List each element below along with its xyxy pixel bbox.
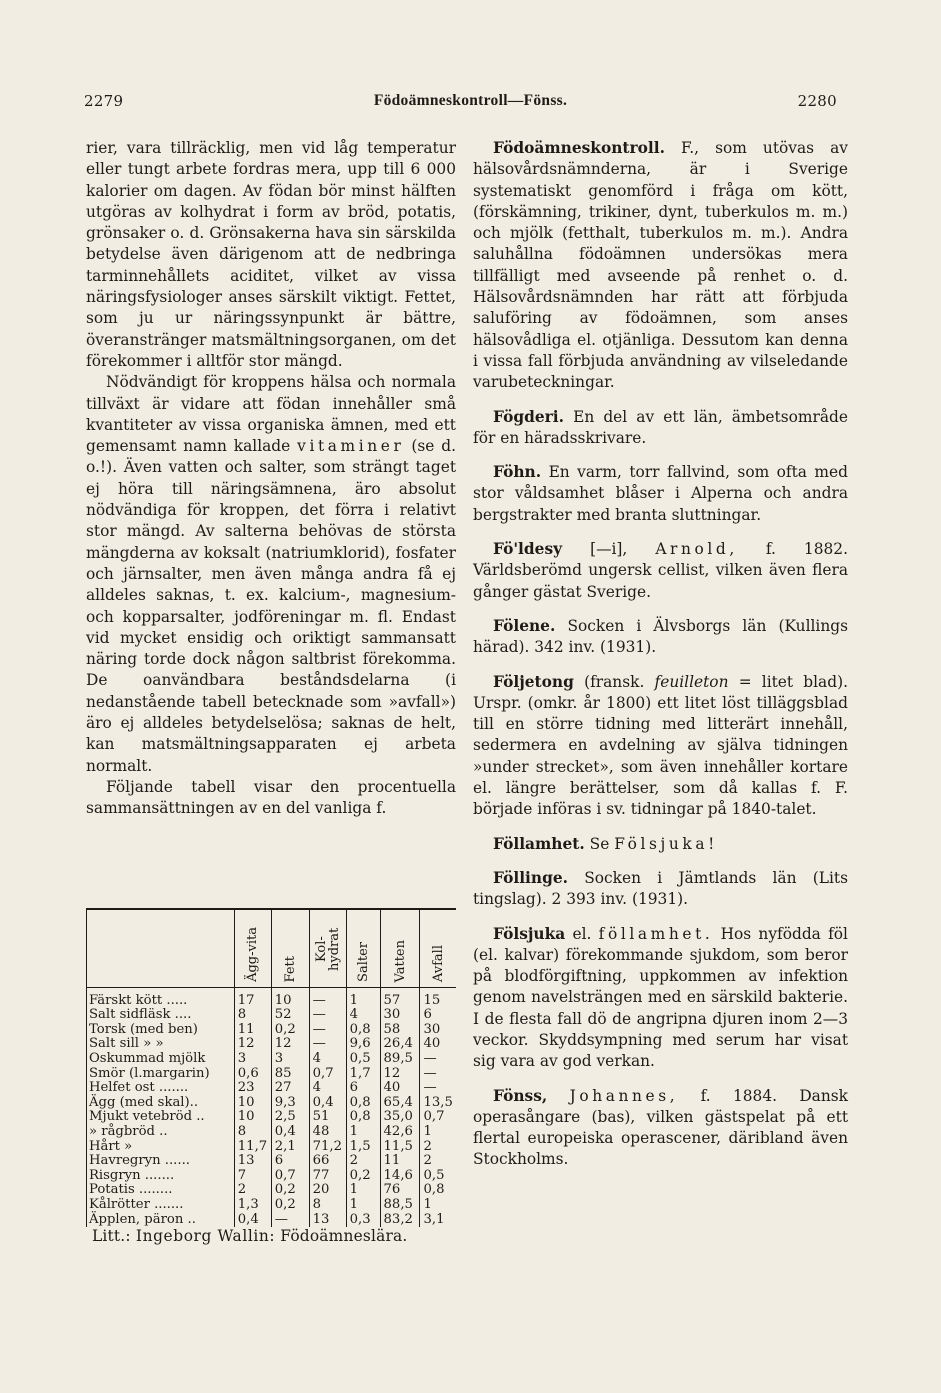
- table-cell: 8: [234, 1125, 271, 1140]
- entry-italic: feuilleton: [654, 672, 729, 691]
- table-cell: 51: [309, 1110, 346, 1125]
- paragraph-vitamins: [86, 372, 456, 777]
- table-cell: 23: [234, 1081, 271, 1096]
- table-row: [87, 1213, 457, 1228]
- table-header-row: [87, 910, 457, 987]
- page-number-left: 2279: [84, 92, 124, 110]
- food-name: Havregryn ......: [87, 1154, 235, 1169]
- table-cell: 0,8: [346, 1023, 380, 1038]
- table-cell: 1: [420, 1125, 456, 1140]
- table-cell: 1: [346, 1125, 380, 1140]
- entry-crossref: Fölsjuka!: [614, 834, 718, 853]
- table-cell: 2: [420, 1154, 456, 1169]
- table-cell: 30: [420, 1023, 456, 1038]
- table-cell: 12: [271, 1037, 309, 1052]
- page-number-right: 2280: [797, 92, 837, 110]
- table-cell: 4: [309, 1081, 346, 1096]
- table-cell: 8: [234, 1008, 271, 1023]
- entry-text: F., som utövas av hälsovårdsnämnderna, är i Sverige systematiskt genomförd i fråga om kött, (förskämning, trikiner, dynt, tuberkulos m. m.) och mjölk (fetthalt, tuberkulos m. m.). Andra saluhållna födoämnen undersökas mera tillfälligt med avseende på renhet o. d. Hälsovårdsnämnden har rätt att förbjuda saluföring av födoämnen, som anses hälsovådliga el. otjänliga. Dessutom kan denna i vissa fall förbjuda användning av vilseledande varubeteckningar.: [473, 139, 848, 392]
- entry-head: Föllinge.: [493, 868, 568, 887]
- column-header: Vatten: [380, 910, 420, 987]
- entry-text: En del av ett län, ämbetsområde för en häradsskrivare.: [473, 407, 848, 447]
- table-cell: 14,6: [380, 1169, 420, 1184]
- table-cell: 1: [346, 1198, 380, 1213]
- table-cell: 52: [271, 1008, 309, 1023]
- entry-follinge: [473, 868, 848, 911]
- table-cell: 88,5: [380, 1198, 420, 1213]
- table-cell: 10: [271, 987, 309, 1008]
- entry-fonss: [473, 1086, 848, 1171]
- entry-text: En varm, torr fallvind, som ofta med stor våldsamhet blåser i Alperna och andra bergstrakter med branta sluttningar.: [473, 463, 848, 524]
- table-cell: 2,5: [271, 1110, 309, 1125]
- table-cell: 12: [234, 1037, 271, 1052]
- column-header: Kol-hydrat: [309, 910, 346, 987]
- column-header: Salter: [346, 910, 380, 987]
- table-row: [87, 1067, 457, 1082]
- entry-head: Föllamhet.: [493, 834, 585, 853]
- table-cell: 9,3: [271, 1096, 309, 1111]
- literature-source: [92, 1227, 408, 1245]
- table-cell: 89,5: [380, 1052, 420, 1067]
- table-cell: 6: [346, 1081, 380, 1096]
- entry-folsjuka: [473, 924, 848, 1073]
- table-cell: 17: [234, 987, 271, 1008]
- table-cell: 13: [234, 1154, 271, 1169]
- table-header-blank: [87, 910, 235, 987]
- entry-head: Fögderi.: [493, 407, 564, 426]
- food-name: Oskummad mjölk: [87, 1052, 235, 1067]
- table-cell: 0,6: [234, 1067, 271, 1082]
- entry-head: Fö'ldesy: [493, 540, 563, 559]
- food-name: Potatis ........: [87, 1183, 235, 1198]
- source-title: Födoämneslära.: [280, 1227, 408, 1245]
- table-cell: 0,4: [234, 1213, 271, 1228]
- entry-text: Hos nyfödda föl (el. kalvar) förekommande sjukdom, som beror på blodförgiftning, uppkommen av infektion genom navelsträngen med en särskild bakterie. I de flesta fall dö de angripna djuren inom 2—3 veckor. Skyddsympning med serum har visat sig vara av god verkan.: [473, 924, 848, 1071]
- table-cell: 0,7: [309, 1067, 346, 1082]
- table-cell: 40: [380, 1081, 420, 1096]
- table-cell: —: [420, 1081, 456, 1096]
- table-row: [87, 987, 457, 1008]
- table-cell: 30: [380, 1008, 420, 1023]
- table-row: [87, 1037, 457, 1052]
- entry-text-a: (fransk.: [584, 672, 645, 691]
- food-name: Salt sidfläsk ....: [87, 1008, 235, 1023]
- entry-spaced-name: Arnold,: [655, 540, 738, 559]
- entry-head: Fölsjuka: [493, 924, 566, 943]
- table-cell: 6: [420, 1008, 456, 1023]
- table-row: [87, 1096, 457, 1111]
- table-cell: 11: [234, 1023, 271, 1038]
- table-cell: 9,6: [346, 1037, 380, 1052]
- entry-foldesy: [473, 539, 848, 603]
- table-cell: 11: [380, 1154, 420, 1169]
- table-cell: 13,5: [420, 1096, 456, 1111]
- table-cell: 0,5: [420, 1169, 456, 1184]
- table-cell: 1,3: [234, 1198, 271, 1213]
- table-cell: 83,2: [380, 1213, 420, 1228]
- entry-pron: [—i],: [590, 540, 628, 559]
- entry-text: Socken i Älvsborgs län (Kullings härad). 342 inv. (1931).: [473, 616, 848, 657]
- table-cell: 1,5: [346, 1140, 380, 1155]
- entry-folene: [473, 616, 848, 659]
- table-cell: 3,1: [420, 1213, 456, 1228]
- table-cell: 12: [380, 1067, 420, 1082]
- table-cell: 2,1: [271, 1140, 309, 1155]
- table-cell: 11,7: [234, 1140, 271, 1155]
- table-cell: 26,4: [380, 1037, 420, 1052]
- table-cell: —: [309, 1023, 346, 1038]
- table-cell: 0,5: [346, 1052, 380, 1067]
- entry-text: Se: [589, 834, 610, 853]
- table-cell: 11,5: [380, 1140, 420, 1155]
- entry-fohn: [473, 462, 848, 526]
- food-name: Färskt kött .....: [87, 987, 235, 1008]
- table-cell: 57: [380, 987, 420, 1008]
- table-cell: —: [309, 1037, 346, 1052]
- source-prefix: Litt.:: [92, 1227, 131, 1245]
- entry-foljetong: [473, 672, 848, 821]
- right-column: [473, 138, 848, 1184]
- entry-follamhet: [473, 834, 848, 855]
- table-cell: 65,4: [380, 1096, 420, 1111]
- table-cell: 71,2: [309, 1140, 346, 1155]
- table-cell: 20: [309, 1183, 346, 1198]
- table-row: [87, 1110, 457, 1125]
- table-cell: 48: [309, 1125, 346, 1140]
- source-author: Ingeborg Wallin:: [135, 1227, 276, 1245]
- table-row: [87, 1169, 457, 1184]
- table-cell: 0,7: [420, 1110, 456, 1125]
- table-cell: —: [309, 987, 346, 1008]
- table-cell: —: [309, 1008, 346, 1023]
- table-cell: 1: [346, 1183, 380, 1198]
- table-cell: 2: [420, 1140, 456, 1155]
- table-cell: —: [420, 1052, 456, 1067]
- table-cell: 0,4: [309, 1096, 346, 1111]
- food-name: Salt sill » »: [87, 1037, 235, 1052]
- entry-text-b: = litet blad). Urspr. (omkr. år 1800) ett litet löst tilläggsblad till en större tidning med litterärt innehåll, sedermera en avdelning av själva tidningen »under strecket», som även innehåller kortare el. längre berättelser, som då kallas f. F. började införas i sv. tidningar på 1840-talet.: [473, 672, 848, 819]
- table-cell: 0,4: [271, 1125, 309, 1140]
- composition-table-wrap: [86, 908, 456, 1227]
- entry-fogderi: [473, 407, 848, 450]
- paragraph-table-intro: Följande tabell visar den procentuella sammansättningen av en del vanliga f.: [86, 777, 456, 818]
- table-cell: —: [420, 1067, 456, 1082]
- table-cell: 58: [380, 1023, 420, 1038]
- entry-fodoamneskontroll: [473, 138, 848, 394]
- table-cell: 2: [346, 1154, 380, 1169]
- table-cell: 0,2: [271, 1198, 309, 1213]
- table-cell: 10: [234, 1096, 271, 1111]
- table-cell: 15: [420, 987, 456, 1008]
- table-cell: 7: [234, 1169, 271, 1184]
- table-cell: 6: [271, 1154, 309, 1169]
- entry-head: Fölene.: [493, 616, 556, 635]
- entry-head: Fönss,: [493, 1086, 548, 1105]
- table-cell: 77: [309, 1169, 346, 1184]
- running-title: Födoämneskontroll—Fönss.: [373, 92, 568, 109]
- table-row: [87, 1081, 457, 1096]
- paragraph-vitamins-a: Nödvändigt för kroppens hälsa och normala tillväxt är vidare att födan innehåller små kvantiteter av vissa organiska ämnen, med ett gemensamt namn kallade: [86, 373, 456, 456]
- food-name: Smör (l.margarin): [87, 1067, 235, 1082]
- vitaminer-term: vitaminer: [297, 437, 405, 456]
- food-name: Mjukt vetebröd ..: [87, 1110, 235, 1125]
- table-row: [87, 1183, 457, 1198]
- entry-text: f. 1882. Världsberömd ungersk cellist, vilken även flera gånger gästat Sverige.: [473, 540, 848, 601]
- entry-spaced-name: Johannes,: [569, 1086, 679, 1105]
- table-row: [87, 1008, 457, 1023]
- entry-head: Följetong: [493, 672, 574, 691]
- table-cell: 4: [309, 1052, 346, 1067]
- table-cell: 13: [309, 1213, 346, 1228]
- composition-table: [86, 910, 456, 1227]
- table-cell: 40: [420, 1037, 456, 1052]
- entry-head: Födoämneskontroll.: [493, 139, 665, 157]
- entry-head: Föhn.: [493, 463, 542, 482]
- entry-spaced-term: föllamhet.: [598, 924, 714, 943]
- table-cell: 42,6: [380, 1125, 420, 1140]
- entry-text-a: el.: [572, 924, 592, 943]
- table-cell: 2: [234, 1183, 271, 1198]
- table-cell: 8: [309, 1198, 346, 1213]
- table-row: [87, 1198, 457, 1213]
- table-cell: 66: [309, 1154, 346, 1169]
- left-column: [86, 138, 456, 820]
- table-cell: 1: [346, 987, 380, 1008]
- entry-text: f. 1884. Dansk operasångare (bas), vilken gästspelat på ett flertal europeiska operascener, däribland även Stockholms.: [473, 1086, 848, 1169]
- column-header: Ägg-vita: [234, 910, 271, 987]
- paragraph-calories: rier, vara tillräcklig, men vid låg temperatur eller tungt arbete fordras mera, upp till 6 000 kalorier om dagen. Av födan bör minst hälften utgöras av kolhydrat i form av bröd, potatis, grönsaker o. d. Grönsakerna hava sin särskilda betydelse även därigenom att de nedbringa tarminnehållets aciditet, vilket av vissa näringsfysiologer anses särskilt viktigt. Fettet, som ju ur näringssynpunkt är bättre, överanstränger matsmältningsorganen, om det förekommer i alltför stor mängd.: [86, 139, 456, 370]
- table-cell: 0,2: [271, 1183, 309, 1198]
- table-cell: 10: [234, 1110, 271, 1125]
- table-row: [87, 1125, 457, 1140]
- table-cell: —: [271, 1213, 309, 1228]
- table-cell: 1: [420, 1198, 456, 1213]
- table-row: [87, 1154, 457, 1169]
- table-cell: 0,8: [346, 1096, 380, 1111]
- table-row: [87, 1140, 457, 1155]
- food-name: Torsk (med ben): [87, 1023, 235, 1038]
- table-cell: 35,0: [380, 1110, 420, 1125]
- table-cell: 76: [380, 1183, 420, 1198]
- table-cell: 1,7: [346, 1067, 380, 1082]
- table-cell: 4: [346, 1008, 380, 1023]
- food-name: Helfet ost .......: [87, 1081, 235, 1096]
- table-row: [87, 1023, 457, 1038]
- food-name: Ägg (med skal)..: [87, 1096, 235, 1111]
- table-cell: 0,2: [271, 1023, 309, 1038]
- table-cell: 0,3: [346, 1213, 380, 1228]
- table-cell: 3: [271, 1052, 309, 1067]
- paragraph-vitamins-b: (se d. o.!). Även vatten och salter, som strängt taget ej höra till näringsämnena, äro absolut nödvändiga för kroppen, det förra i relativt stor mängd. Av salterna behövas de största mängderna av koksalt (natriumklorid), fosfater och järnsalter, men även många andra få ej alldeles saknas, t. ex. kalcium-, magnesium- och kopparsalter, jodföreningar m. fl. Endast vid mycket ensidig och oriktigt sammansatt näring torde dock någon saltbrist förekomma. De oanvändbara beståndsdelarna (i nedanstående tabell betecknade som »avfall») äro ej alldeles betydelselösa; saknas de helt, kan matsmältningsapparaten ej arbeta normalt.: [86, 437, 456, 775]
- column-header: Fett: [271, 910, 309, 987]
- table-cell: 3: [234, 1052, 271, 1067]
- table-cell: 0,8: [346, 1110, 380, 1125]
- table-cell: 0,2: [346, 1169, 380, 1184]
- food-name: Risgryn .......: [87, 1169, 235, 1184]
- table-cell: 27: [271, 1081, 309, 1096]
- food-name: Kålrötter .......: [87, 1198, 235, 1213]
- food-name: Äpplen, päron ..: [87, 1213, 235, 1228]
- table-row: [87, 1052, 457, 1067]
- entry-text: Socken i Jämtlands län (Lits tingslag). 2 393 inv. (1931).: [473, 868, 848, 909]
- food-name: Hårt »: [87, 1140, 235, 1155]
- column-header: Avfall: [420, 910, 456, 987]
- table-cell: 85: [271, 1067, 309, 1082]
- table-cell: 0,8: [420, 1183, 456, 1198]
- food-name: » rågbröd ..: [87, 1125, 235, 1140]
- table-cell: 0,7: [271, 1169, 309, 1184]
